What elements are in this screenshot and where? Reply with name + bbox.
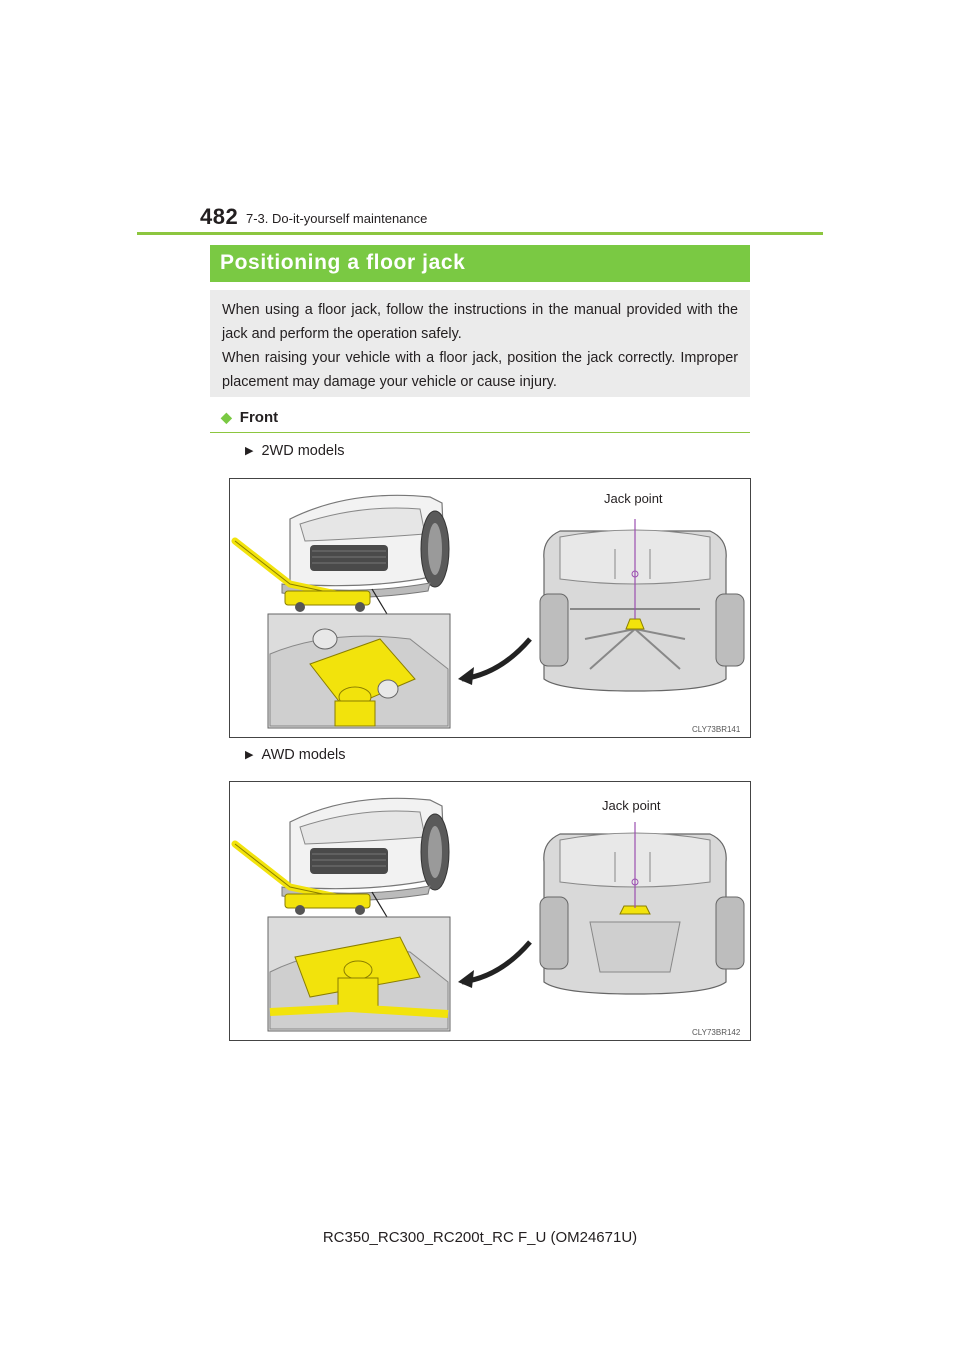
jack-point-label: Jack point bbox=[602, 798, 661, 813]
diamond-icon: ◆ bbox=[221, 409, 232, 425]
bullet-label: 2WD models bbox=[261, 443, 345, 459]
figure-awd-jack-point bbox=[229, 781, 751, 1041]
page-heading: Positioning a floor jack bbox=[220, 251, 466, 274]
triangle-bullet-icon: ▶ bbox=[245, 445, 254, 457]
figure-2wd-jack-point bbox=[229, 478, 751, 738]
intro-box bbox=[210, 290, 750, 397]
bullet-2wd-models bbox=[245, 443, 344, 459]
illustration-2wd bbox=[230, 479, 750, 737]
triangle-bullet-icon: ▶ bbox=[245, 749, 254, 761]
header-rule bbox=[137, 232, 823, 235]
page-number: 482 bbox=[200, 204, 239, 229]
jack-point-label: Jack point bbox=[604, 491, 663, 506]
figure-code: CLY73BR142 bbox=[692, 1028, 741, 1037]
intro-paragraph-1: When using a floor jack, follow the instructions in the manual provided with the jack and perform the operation safely. bbox=[222, 302, 738, 342]
sub-heading-label: Front bbox=[239, 409, 279, 426]
section-title: 7-3. Do-it-yourself maintenance bbox=[246, 211, 428, 226]
figure-code: CLY73BR141 bbox=[692, 725, 741, 734]
heading-bar bbox=[210, 245, 750, 282]
sub-heading-front bbox=[221, 409, 278, 426]
sub-heading-rule bbox=[210, 432, 750, 433]
intro-paragraph-2: When raising your vehicle with a floor jack, position the jack correctly. Improper placement may damage your vehicle or cause injury. bbox=[222, 350, 738, 390]
footer-model-code: RC350_RC300_RC200t_RC F_U (OM24671U) bbox=[322, 1229, 638, 1246]
bullet-awd-models bbox=[245, 747, 346, 763]
illustration-awd bbox=[230, 782, 750, 1040]
bullet-label: AWD models bbox=[261, 747, 346, 763]
